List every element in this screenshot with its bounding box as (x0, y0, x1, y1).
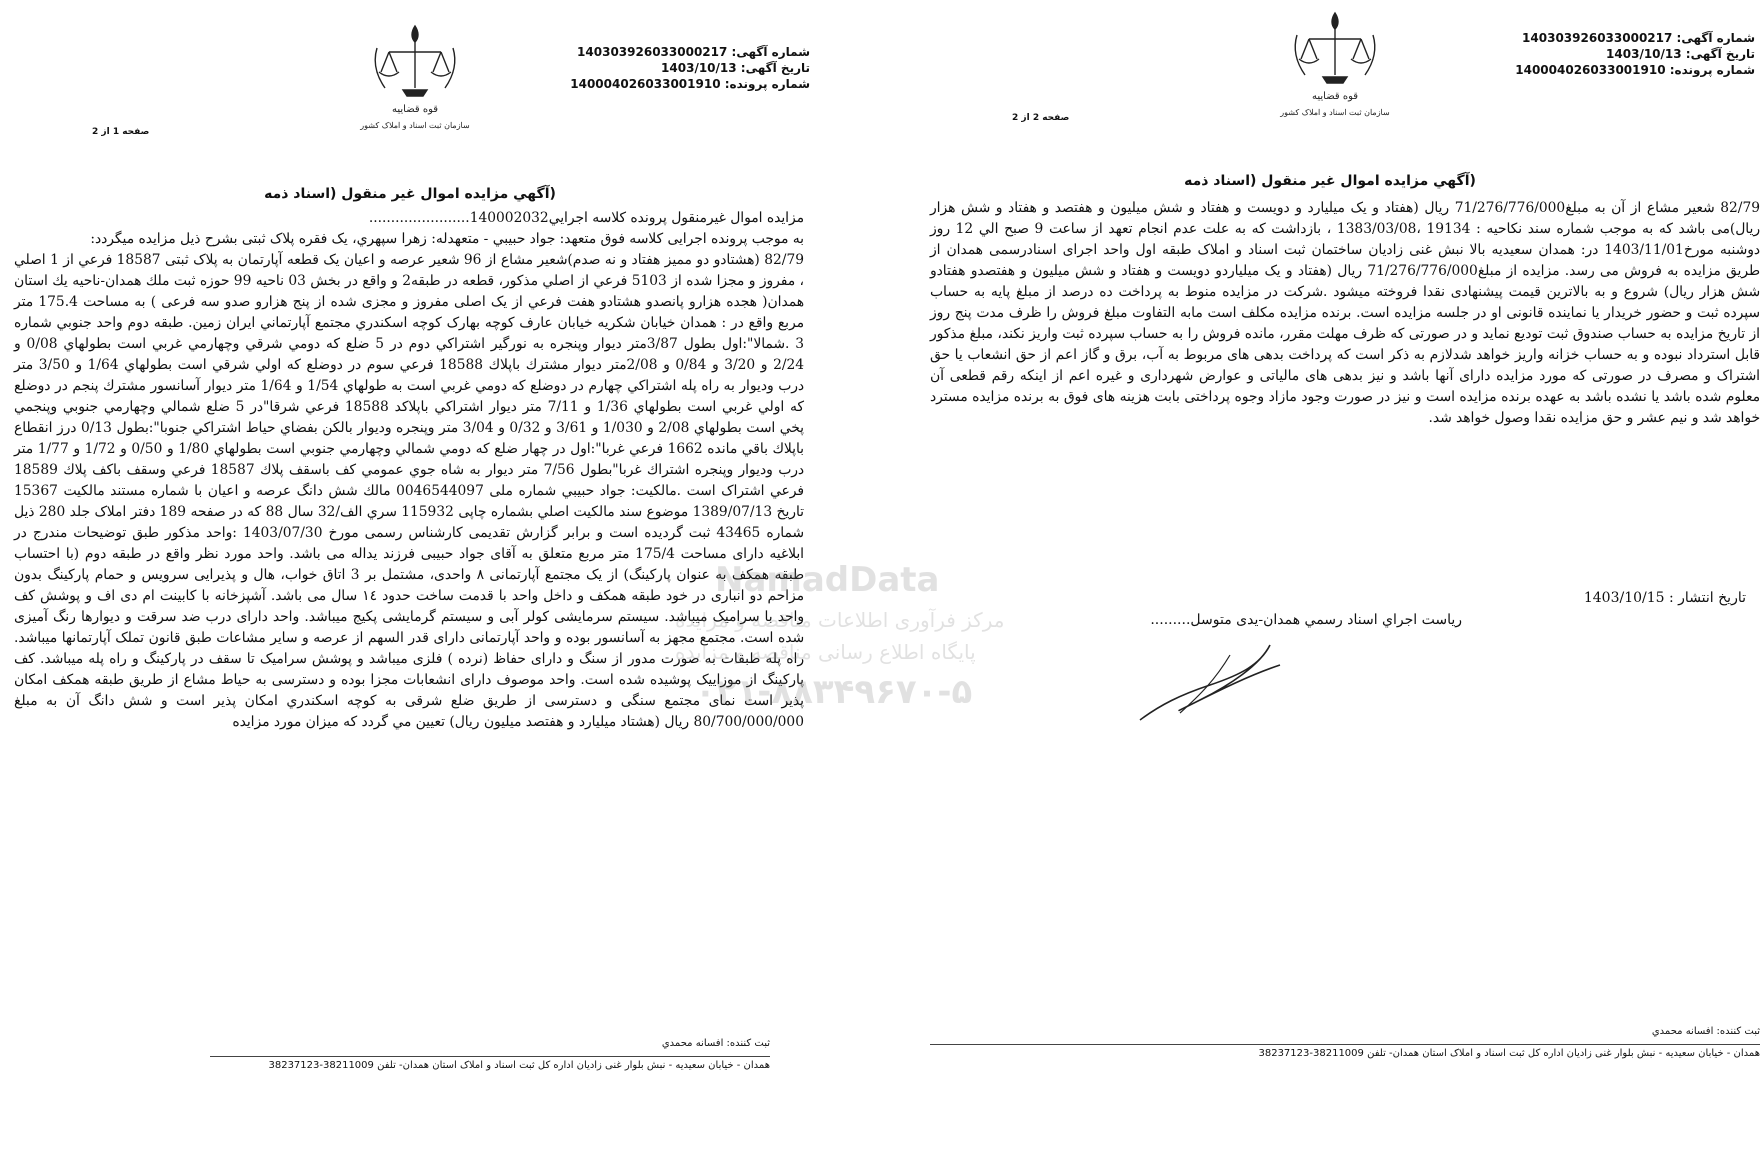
page-number: صفحه 2 از 2 (1012, 113, 1070, 123)
registrar-label: ثبت كننده: افسانه محمدي (661, 1038, 770, 1049)
footer-address: همدان - خيابان سعيديه - نبش بلوار غنی زاديان اداره كل ثبت اسناد و املاک استان همدان- تلفن 38211009-38237123 (930, 1044, 1760, 1060)
footer-address: همدان - خيابان سعيديه - نبش بلوار غنی زاديان اداره كل ثبت اسناد و املاک استان همدان- تلفن 38211009-38237123 (210, 1056, 770, 1072)
ad-date: تاریخ آگهی: 1403/10/13 (1606, 47, 1755, 61)
page-2 (900, 0, 1762, 1149)
ad-number: شماره آگهی: 140303926033000217 (577, 45, 810, 59)
watermark-line-2: پایگاه اطلاع رسانی مناقصه و مزایده (675, 640, 976, 664)
watermark-line-1: مرکز فرآوری اطلاعات مناقصه و مزایده (675, 608, 1005, 632)
signoff-line: رياست اجراي اسناد رسمي همدان-يدی متوسل......... (1150, 612, 1462, 628)
judiciary-emblem-icon (355, 18, 475, 138)
notice-body (14, 208, 804, 733)
watermark-brand: NamadData (715, 560, 940, 600)
page-footer (930, 1025, 1760, 1060)
case-number: شماره پرونده: 140004026033001910 (570, 77, 810, 91)
page-1 (0, 0, 820, 1149)
body-paragraph: 82/79 (هشتادو دو مميز هفتاد و نه صدم)شعير مشاع از 96 شعير عرصه و اعيان يک قطعه آپارتمان به پلاک ثبتی 18587 فرعي از 1 اصلي ، مفروز و مجزا شده از 5103 فرعي از اصلي مذكور، قطعه در طبقه2 و واقع در بخش 03 ناحيه 99 حوزه ثبت ملك همدان-ناحيه يك استان همدان( هجده هزارو پانصدو هشتادو هفت فرعي از يک اصلی مفروز و مجزی شده از پنج هزارو صدو سه فرعی ) به مساحت 175.4 متر مربع واقع در : همدان خيابان شكريه خيابان عارف كوچه بهارک كوچه اسكندري مجتمع آپارتماني ايران زمين. طبقه دوم واحد جنوبي شماره 3 .شمالا":اول بطول 3/87متر ديوار وپنجره به نورگير اشتراكي دوم در 5 ضلع كه دومي شرقي وچهارمي غربي است بطولهاي 0/08 و 2/24 و 3/20 و 0/84 و 2/08متر ديوار مشترك باپلاك 18588 فرعي سوم در دوضلع كه اولي شرقي است بطولهاي 1/64 و 3/50 متر درب وديوار به راه پله اشتراكي چهارم در دوضلع كه دومي غربي است به طولهاي 1/54 و 1/64 متر ديوار آسانسور مشترك پنجم در دوضلع كه اولي غربي است بطولهاي 1/36 و 7/11 متر ديوار اشتراكي باپلاكد 18588 فرعي شرقا"در 5 ضلع شمالي وچهارمي جنوبي وپنجمي پخي است بطولهاي 2/08 و 1/030 و 3/61 و 0/32 و 3/04 متر وپنجره وديوار بالكن بفضاي حياط اشتراكي جنوبا":بطول 0/13 درز انقطاع باپلاك باقي مانده 1662 فرعي غربا":اول در چهار ضلع كه دومي شمالي وچهارمي جنوبي است بطولهاي 1/80 و 0/50 و 1/72 و 1/77 متر درب وديوار وپنجره اشتراك غربا"بطول 7/56 متر ديوار به شاه جوي عمومي كف باسقف پلاك 18587 فرعي وسقف باكف پلاك 18589 فرعي اشتراک است .مالكيت: جواد حبيبي شماره ملی 0046544097 مالك شش دانگ عرصه و اعيان با شماره مستند مالكيت 15367 تاريخ 1389/07/13 موضوع سند مالكيت اصلي بشماره چاپی 115932 سري الف/32 سال 88 كه در صفحه 189 دفتر املاک جلد 280 ذيل شماره 43465 ثبت گرديده است و برابر گزارش تقديمی كارشناس رسمی مورخ 1403/07/30 :واحد مذكور طبق توضيحات مندرج در ابلاغيه دارای مساحت 175/4 متر مربع متعلق به آقای جواد حبيبی فرزند يداله می باشد. واحد مورد نظر واقع در طبقه دوم (با احتساب طبقه همكف به عنوان پاركينگ) از يک مجتمع آپارتمانی ۸ واحدی، مشتمل بر 3 اتاق خواب، هال و پذيرايی سرويس و حمام پاركينگ بدون مزاحم دو انباری در خود طبقه همكف و داخل واحد با قدمت ساخت حدود ١٤ سال می باشد. آشپزخانه با كابينت ام دی اف و پوشش كف واحد با سراميک ميباشد. سيستم سرمايشی كولر آبی و سيستم گرمايشی پكيج ميباشد. واحد دارای درب ضد سرقت و ديوارها رنگ آميزی شده است. مجتمع مجهز به آسانسور بوده و واحد آپارتمانی دارای قدر السهم از عرصه و ساير مشاعات طبق قانون تملک آپارتمانها ميباشد. راه پله طبقات به صورت مدور از سنگ و دارای حفاظ (نرده ) فلزی ميباشد و پوشش سراميک تا سقف در پاركينگ و راه پله ميباشد. كف پاركينگ از موزاييک پوشيده شده است. واحد موصوف دارای انشعابات مجزا بوده و دسترسی به حياط مشاع از طريق طبقه همكف امكان پذير است نمای مجتمع سنگی و دسترسی از طريق ضلع شرقی به كوچه اسكندري امكان پذير است و شش دانگ آن به مبلغ 80/700/000/000 ريال (هشتاد ميليارد و هفتصد ميليون ريال) تعيين مي گردد كه ميزان مورد مزايده (14, 252, 805, 730)
notice-title: (آگهي مزايده اموال غير منقول (اسناد ذمه (264, 186, 556, 202)
page-footer (10, 1037, 770, 1072)
handwritten-signature (1120, 625, 1290, 735)
ad-number: شماره آگهی: 140303926033000217 (1522, 31, 1755, 45)
registrar-label: ثبت كننده: افسانه محمدي (1651, 1026, 1760, 1037)
svg-text:قوه قضاییه: قوه قضاییه (1311, 91, 1359, 102)
case-number: شماره پرونده: 140004026033001910 (1515, 63, 1755, 77)
svg-text:سازمان ثبت اسناد و املاک کشور: سازمان ثبت اسناد و املاک کشور (360, 121, 470, 130)
ad-header (560, 44, 810, 92)
page-number: صفحه 1 از 2 (92, 127, 150, 137)
publish-date: تاريخ انتشار : 1403/10/15 (1583, 590, 1746, 606)
body-paragraph: 82/79 شعير مشاع از آن به مبلغ71/276/776/000 ريال (هفتاد و يک ميليارد و دويست و هفتاد و شش ميليون و هفتصد و هفتاد و شش هزار ريال)می باشد كه به موجب شماره سند نكاحيه : 19134 ،1383/03/08 ، بازداشت كه به علت عدم انجام تعهد از ساعت 9 صبح الي 12 روز دوشنبه مورخ1403/11/01 در: همدان سعيديه بالا نبش غنی زاديان ساختمان ثبت اسناد و املاک طبقه اول واحد اجرای اسنادرسمی همدان از طريق مزايده به فروش می رسد. مزايده از مبلغ71/276/776/000 ريال (هفتاد و يک ميلياردو دويست و هفتاد و شش ميليون و هفتصدو هفتادو شش هزار ريال) شروع و به بالاترين قيمت پيشنهادی نقدا فروخته ميشود .شركت در مزايده منوط به پرداخت ده درصد از مبلغ پايه به حساب سپرده ثبت و حضور خريدار يا نماينده قانونی او در جلسه مزايده است. برنده مزايده مكلف است مابه التفاوت مبلغ فروش را ظرف مدت پنج روز از تاريخ مزايده به حساب صندوق ثبت توديع نمايد و در صورتی كه ظرف مهلت مقرر، مانده فروش را به حساب سپرده ثبت واريز نكند، مبلغ مذكور قابل استرداد نبوده و به حساب خزانه واريز خواهد شدلازم به ذكر است كه پرداخت بدهی های مربوط به آب، برق و گاز اعم از حق انشعاب يا حق اشتراک و مصرف در صورتی كه مورد مزايده دارای آنها باشد و نيز بدهی های مالياتی و عوارض شهرداری و غيره اعم از اينكه رقم قطعی آن معلوم شده باشد يا نشده باشد به عهده برنده مزايده است و نيز در صورت وجود مازاد وجوه پرداختی بابت هزينه های فوق به برنده مزايده مسترد خواهد شد و نيم عشر و حق مزايده نقدا وصول خواهد شد. (930, 200, 1761, 426)
body-paragraph: مزايده اموال غيرمنقول پرونده كلاسه اجرايي140002032....................... (368, 210, 804, 226)
svg-text:سازمان ثبت اسناد و املاک کشور: سازمان ثبت اسناد و املاک کشور (1280, 108, 1390, 117)
ad-header (1490, 30, 1755, 78)
ad-date: تاریخ آگهی: 1403/10/13 (661, 61, 810, 75)
notice-body (930, 198, 1760, 429)
svg-text:قوه قضاییه: قوه قضاییه (391, 104, 439, 115)
notice-title: (آگهي مزايده اموال غير منقول (اسناد ذمه (1184, 173, 1476, 189)
body-paragraph: به موجب پرونده اجرايی كلاسه فوق متعهد: جواد حبيبي - متعهدله: زهرا سپهري، يک فقره پلاک ثبتی بشرح ذيل مزايده ميگردد: (90, 231, 804, 247)
watermark-phone: ۰۲۱-۸۸۳۴۹۶۷۰-۵ (695, 672, 973, 712)
judiciary-emblem-icon (1275, 5, 1395, 125)
